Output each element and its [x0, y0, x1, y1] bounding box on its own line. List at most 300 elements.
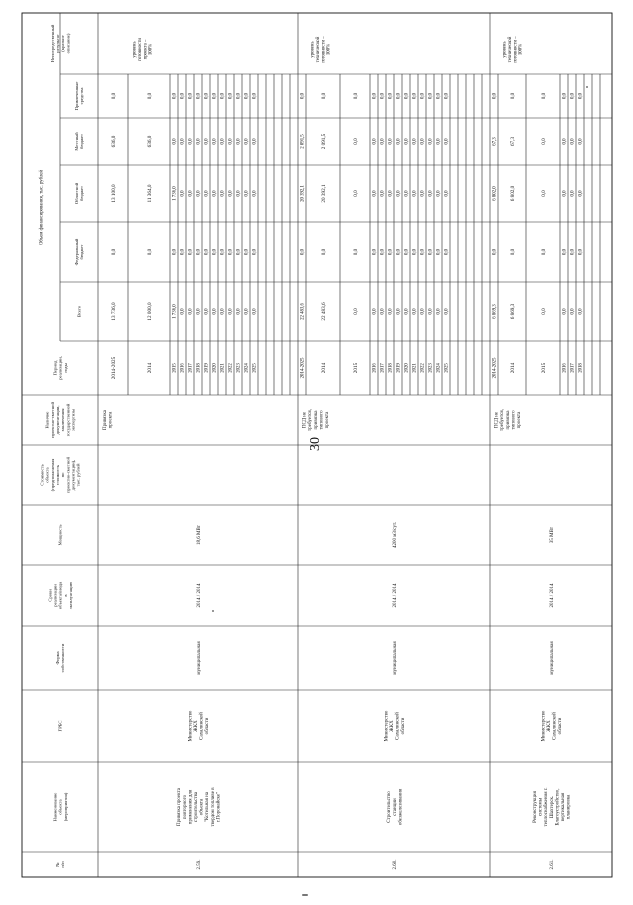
cell-2.59.-local-7 — [213, 138, 218, 145]
cell-2.59.-total-7 — [213, 308, 218, 315]
cell-2.60.-period-10-text: 2023 — [428, 363, 434, 373]
cell-2.59.-regional-11-text: 0,0 — [244, 190, 250, 197]
cell-2.60.-regional-2-text: 0,0 — [352, 190, 359, 197]
cell-2.61.-attracted-3 — [563, 92, 568, 99]
cell-2.60.-total-10-text: 0,0 — [428, 308, 434, 315]
cell-2.60.-total-12-text: 0,0 — [444, 308, 450, 315]
cell-2.59.-total-3 — [181, 308, 186, 315]
cell-2.59.-regional-4-text: 0,0 — [188, 190, 194, 197]
cell-2.61.-regional-0 — [493, 186, 498, 201]
cell-2.61.-federal-3-text: 0,0 — [562, 249, 568, 255]
cell-2.60.-regional-11 — [437, 190, 442, 197]
cell-2.59.-federal-12 — [253, 248, 258, 255]
cell-2.59.-federal-2 — [173, 248, 178, 255]
cell-2.60.-period-1-text: 2014 — [320, 362, 327, 374]
cell-2.59.-attracted-6 — [205, 92, 210, 99]
cell-2.61.-total-4 — [571, 308, 576, 315]
cell-2.61.-total-2-text: 0,0 — [540, 308, 547, 315]
header-capacity-text: Мощность — [57, 524, 63, 546]
cell-2.60.-regional-7 — [405, 190, 410, 197]
header-psd-text: Наличиепроектно-сметнойдокументации,заключениягосударственнойэкспертизы — [44, 402, 76, 438]
cell-2.59.-attracted-11-text: 0,0 — [244, 93, 250, 99]
header-terms — [47, 581, 73, 609]
cell-2.60.-period-8-text: 2021 — [412, 363, 418, 373]
cell-2.60.-attracted-6-text: 0,0 — [396, 93, 402, 99]
cell-2.60.-total-11 — [437, 308, 442, 315]
cell-2.60.-regional-7-text: 0,0 — [404, 190, 410, 197]
cell-2.59.-federal-10 — [237, 248, 242, 255]
cell-2.60.-total-3 — [373, 308, 378, 315]
cell-2.60.-period-3-text: 2016 — [372, 363, 378, 373]
cell-2.60.-federal-1 — [321, 248, 327, 255]
cell-2.59.-federal-1 — [147, 248, 153, 255]
cell-2.60.-local-7-text: 0,0 — [404, 138, 410, 145]
cell-2.60.-local-10-text: 0,0 — [428, 138, 434, 145]
cell-2.60.-local-12 — [445, 138, 450, 145]
cell-2.59.-federal-8-text: 0,0 — [220, 249, 226, 255]
cell-2.60.-period-12-text: 2025 — [444, 363, 450, 373]
cell-2.60.-federal-8 — [413, 248, 418, 255]
cell-2.61.-federal-5-text: 0,0 — [578, 249, 584, 255]
cell-2.59.-period-7 — [213, 363, 218, 373]
cell-2.61.-attracted-4 — [571, 92, 576, 99]
page-number-text: 30 — [308, 437, 323, 451]
cell-2.59.-local-9-text: 0,0 — [228, 138, 234, 145]
project-2.60.-ownership-text: муниципальная — [392, 641, 398, 675]
cell-2.59.-attracted-12-text: 0,0 — [252, 93, 258, 99]
project-2.60.-terms — [393, 583, 398, 607]
header-terms-text: Срокиреализацииобъекта/вводавэксплуатацию — [47, 581, 73, 610]
cell-2.59.-federal-5-text: 0,0 — [196, 249, 202, 255]
cell-2.59.-period-8-text: 2021 — [220, 363, 226, 373]
cell-2.59.-federal-7-text: 0,0 — [212, 249, 218, 255]
header-cost — [40, 457, 81, 493]
cell-2.60.-regional-6-text: 0,0 — [396, 190, 402, 197]
cell-2.60.-federal-12-text: 0,0 — [444, 249, 450, 255]
cell-2.61.-period-5-text: 2018 — [578, 363, 584, 373]
project-2.61.-capacity-text: 35 МВт — [549, 526, 555, 544]
cell-2.61.-federal-5 — [579, 248, 584, 255]
cell-2.60.-federal-4 — [381, 248, 386, 255]
cell-2.59.-period-9 — [229, 363, 234, 373]
cell-2.61.-period-0-text: 2014-2025 — [492, 357, 498, 379]
cell-2.59.-local-2 — [173, 138, 178, 145]
cell-2.59.-regional-3 — [181, 190, 186, 197]
cell-2.61.-federal-0-text: 0,0 — [492, 249, 498, 255]
cell-2.59.-period-11-text: 2024 — [244, 363, 250, 373]
cell-2.59.-total-11 — [245, 308, 250, 315]
cell-2.60.-regional-8-text: 0,0 — [412, 190, 418, 197]
cell-2.59.-federal-9 — [229, 248, 234, 255]
cell-2.59.-regional-12-text: 0,0 — [252, 190, 258, 197]
cell-2.61.-total-4-text: 0,0 — [570, 308, 576, 315]
cell-2.59.-federal-4 — [189, 248, 194, 255]
header-result-text: Непосредственныйрезультат(краткоеописание) — [49, 24, 71, 63]
cell-2.60.-total-12 — [445, 308, 450, 315]
header-num — [55, 861, 65, 868]
cell-2.59.-attracted-8 — [221, 92, 226, 99]
cell-2.59.-period-0 — [111, 356, 117, 379]
cell-2.60.-period-12 — [445, 363, 450, 373]
cell-2.59.-total-9-text: 0,0 — [228, 308, 234, 315]
cell-2.60.-attracted-2-text: 0,0 — [352, 92, 359, 100]
cell-2.60.-attracted-1-text: 0,0 — [320, 92, 327, 100]
cell-2.59.-total-1 — [147, 302, 153, 321]
cell-2.59.-attracted-7-text: 0,0 — [212, 93, 218, 99]
cell-2.59.-local-4 — [189, 138, 194, 145]
cell-2.60.-total-0 — [301, 303, 306, 320]
cell-2.60.-federal-0 — [301, 248, 306, 255]
project-2.60.-name — [387, 788, 403, 825]
project-2.59.-grbs — [188, 710, 210, 741]
cell-2.60.-attracted-3 — [373, 92, 378, 99]
cell-2.59.-federal-6 — [205, 248, 210, 255]
project-2.60.-capacity-text: 4200 м3/сут. — [392, 521, 398, 549]
cell-2.61.-local-5-text: 0,0 — [578, 138, 584, 145]
cell-2.60.-local-5 — [389, 138, 394, 145]
cell-2.60.-total-2-text: 0,0 — [352, 308, 359, 315]
cell-2.60.-local-3-text: 0,0 — [372, 138, 378, 145]
cell-2.60.-regional-1 — [321, 184, 327, 203]
cell-2.59.-period-3-text: 2016 — [180, 363, 186, 373]
cell-2.59.-federal-2-text: 0,0 — [172, 249, 178, 255]
cell-2.60.-total-4-text: 0,0 — [380, 308, 386, 315]
cell-2.59.-local-12-text: 0,0 — [252, 138, 258, 145]
cell-2.59.-attracted-9-text: 0,0 — [228, 93, 234, 99]
cell-2.60.-regional-8 — [413, 190, 418, 197]
project-2.61.-num — [550, 860, 555, 870]
project-2.59.-terms-text: 2014 / 2014 — [196, 583, 202, 608]
cell-2.59.-local-11-text: 0,0 — [244, 138, 250, 145]
cell-2.60.-federal-9-text: 0,0 — [420, 249, 426, 255]
cell-2.59.-local-11 — [245, 138, 250, 145]
header-total — [77, 305, 82, 317]
cell-2.59.-attracted-2 — [173, 92, 178, 99]
cell-2.59.-period-3 — [181, 363, 186, 373]
cell-2.59.-local-8 — [221, 138, 226, 145]
cell-2.60.-federal-6-text: 0,0 — [396, 249, 402, 255]
project-2.61.-grbs-text: МинистерствоЖКХСахалинскойобласти — [541, 710, 564, 742]
cell-2.60.-federal-12 — [445, 248, 450, 255]
cell-2.59.-federal-12-text: 0,0 — [252, 249, 258, 255]
cell-2.59.-total-2-text: 1 736,0 — [172, 304, 178, 319]
cell-2.60.-regional-10 — [429, 190, 434, 197]
cell-2.59.-regional-11 — [245, 190, 250, 197]
project-2.61.-terms — [550, 583, 555, 607]
cell-2.60.-period-7 — [405, 363, 410, 373]
cell-2.61.-regional-2 — [541, 190, 547, 197]
cell-2.59.-regional-0-text: 13 100,0 — [110, 184, 117, 203]
cell-2.60.-local-6-text: 0,0 — [396, 138, 402, 145]
cell-2.61.-attracted-5 — [579, 92, 584, 99]
cell-2.59.-attracted-2-text: 0,0 — [172, 93, 178, 99]
cell-2.60.-local-11-text: 0,0 — [436, 138, 442, 145]
header-grbs-text: ГРБС — [57, 720, 63, 732]
cell-2.61.-period-3-text: 2016 — [562, 363, 568, 373]
project-2.61.-result — [503, 36, 524, 63]
cell-2.59.-regional-4 — [189, 190, 194, 197]
cell-2.59.-total-0 — [111, 302, 117, 321]
cell-2.59.-attracted-10 — [237, 92, 242, 99]
cell-2.61.-local-5 — [579, 138, 584, 145]
cell-2.59.-federal-8 — [221, 248, 226, 255]
project-2.59.-result — [133, 38, 154, 61]
cell-2.59.-period-0-text: 2014-2025 — [110, 356, 117, 380]
cell-2.61.-local-2-text: 0,0 — [540, 138, 547, 145]
project-2.60.-result — [311, 36, 332, 63]
cell-2.60.-period-4 — [381, 363, 386, 373]
cell-2.59.-local-1 — [147, 135, 153, 147]
cell-2.59.-total-10-text: 0,0 — [236, 308, 242, 315]
cell-2.60.-regional-12-text: 0,0 — [444, 190, 450, 197]
project-2.61.-psd — [495, 409, 522, 431]
header-attracted-text: Привлеченныесредства — [74, 81, 85, 111]
cell-2.60.-local-4 — [381, 138, 386, 145]
header-finance-group-text: Объем финансирования, тыс. рублей — [39, 169, 45, 246]
cell-2.61.-attracted-0-text: 0,0 — [492, 93, 498, 99]
cell-2.60.-local-10 — [429, 138, 434, 145]
project-2.61.-ownership — [550, 641, 555, 675]
cell-2.59.-local-2-text: 0,0 — [172, 138, 178, 145]
cell-2.59.-federal-0-text: 0,0 — [110, 248, 117, 256]
cell-2.60.-attracted-4-text: 0,0 — [380, 93, 386, 99]
project-2.60.-num — [393, 860, 398, 870]
cell-2.60.-total-8 — [413, 308, 418, 315]
project-2.60.-num-text: 2.60. — [392, 859, 398, 870]
cell-2.60.-local-1-text: 2 091,5 — [320, 133, 327, 150]
cell-2.60.-total-2 — [353, 308, 359, 315]
cell-2.59.-attracted-5 — [197, 92, 202, 99]
cell-2.59.-local-0 — [111, 135, 117, 147]
project-2.61.-ownership-text: муниципальная — [549, 641, 555, 675]
header-name — [52, 792, 67, 821]
cell-2.61.-attracted-2-text: 0,0 — [540, 92, 547, 100]
cell-2.60.-federal-8-text: 0,0 — [412, 249, 418, 255]
project-2.61.-terms-text: 2014 / 2014 — [549, 583, 555, 608]
cell-2.61.-period-2-text: 2015 — [540, 362, 547, 374]
cell-2.59.-federal-4-text: 0,0 — [188, 249, 194, 255]
cell-2.59.-period-4-text: 2017 — [188, 363, 194, 373]
cell-2.61.-local-4 — [571, 138, 576, 145]
cell-2.59.-local-10 — [237, 138, 242, 145]
project-2.61.-psd-text: ПСД нетребуется,привязкатиповогопроекта — [494, 409, 522, 431]
cell-2.60.-regional-2 — [353, 190, 359, 197]
cell-2.59.-federal-6-text: 0,0 — [204, 249, 210, 255]
cell-2.59.-period-7-text: 2020 — [212, 363, 218, 373]
project-2.59.-result-text: уровеньготовностипроекта –100% — [132, 38, 154, 61]
cell-2.60.-total-10 — [429, 308, 434, 315]
cell-2.61.-local-3-text: 0,0 — [562, 138, 568, 145]
cell-2.60.-federal-5 — [389, 248, 394, 255]
cell-2.59.-attracted-0-text: 0,0 — [110, 92, 117, 100]
cell-2.59.-federal-1-text: 0,0 — [146, 248, 153, 256]
cell-2.61.-total-1 — [510, 303, 516, 319]
cell-2.59.-regional-2-text: 1 736,0 — [172, 186, 178, 201]
cell-2.60.-local-9 — [421, 138, 426, 145]
cell-2.60.-attracted-0-text: 0,0 — [300, 93, 306, 99]
cell-2.59.-attracted-3-text: 0,0 — [180, 93, 186, 99]
cell-2.60.-federal-11 — [437, 248, 442, 255]
cell-2.59.-attracted-6-text: 0,0 — [204, 93, 210, 99]
cell-2.60.-total-3-text: 0,0 — [372, 308, 378, 315]
cell-2.59.-period-11 — [245, 363, 250, 373]
project-2.59.-name — [177, 787, 221, 827]
cell-2.60.-local-1 — [321, 133, 327, 149]
project-2.60.-result-text: уровеньтехническойготовности –100% — [310, 36, 332, 63]
header-attracted — [74, 82, 84, 111]
cell-2.61.-regional-4 — [571, 190, 576, 197]
cell-2.61.-federal-0 — [493, 248, 498, 255]
cell-2.59.-attracted-4-text: 0,0 — [188, 93, 194, 99]
cell-2.60.-period-8 — [413, 363, 418, 373]
project-2.61.-name-text: Реконструкциясистемытеплоснабжения г.Шахтерск.Благоустройство,вертикальнаяпланировка — [532, 787, 572, 827]
project-2.60.-name-text: Строительствостанцииобезжелезивания — [387, 788, 404, 826]
cell-2.60.-period-9-text: 2022 — [420, 363, 426, 373]
header-grbs — [58, 721, 63, 732]
cell-2.60.-federal-10-text: 0,0 — [428, 249, 434, 255]
project-2.60.-grbs-text: МинистерствоЖКХСахалинскойобласти — [384, 710, 407, 742]
cell-2.59.-local-6-text: 0,0 — [204, 138, 210, 145]
cell-2.60.-federal-5-text: 0,0 — [388, 249, 394, 255]
cell-2.60.-period-0 — [301, 357, 306, 378]
cell-2.60.-regional-6 — [397, 190, 402, 197]
header-capacity — [58, 525, 63, 546]
cell-2.59.-regional-8-text: 0,0 — [220, 190, 226, 197]
cell-2.61.-attracted-0 — [493, 92, 498, 99]
cell-2.59.-period-6-text: 2019 — [204, 363, 210, 373]
cell-2.60.-attracted-11-text: 0,0 — [436, 93, 442, 99]
project-2.61.-result-text: уровеньтехническойготовности –100% — [502, 36, 524, 63]
cell-2.60.-regional-9-text: 0,0 — [420, 190, 426, 197]
cell-2.59.-local-4-text: 0,0 — [188, 138, 194, 145]
header-period-text: Периодреализации,годы — [52, 356, 68, 380]
cell-2.59.-total-12-text: 0,0 — [252, 308, 258, 315]
project-2.60.-grbs — [384, 710, 406, 741]
header-psd — [45, 402, 76, 438]
cell-2.60.-total-5 — [389, 308, 394, 315]
cell-2.59.-local-9 — [229, 138, 234, 145]
cell-2.60.-local-6 — [397, 138, 402, 145]
cell-2.60.-total-0-text: 22 483,6 — [300, 303, 306, 320]
cell-2.60.-total-5-text: 0,0 — [388, 308, 394, 315]
cell-2.60.-local-5-text: 0,0 — [388, 138, 394, 145]
cell-2.60.-attracted-7 — [405, 92, 410, 99]
cell-2.61.-attracted-2 — [541, 92, 547, 99]
cell-2.59.-total-11-text: 0,0 — [244, 308, 250, 315]
cell-2.61.-total-5-text: 0,0 — [578, 308, 584, 315]
cell-2.61.-total-5 — [579, 308, 584, 315]
cell-2.60.-local-9-text: 0,0 — [420, 138, 426, 145]
project-2.59.-terms — [197, 583, 202, 607]
cell-2.60.-federal-3 — [373, 248, 378, 255]
cell-2.61.-local-0-text: 67,3 — [492, 137, 498, 146]
cell-2.60.-federal-2 — [353, 248, 359, 255]
cell-2.60.-attracted-7-text: 0,0 — [404, 93, 410, 99]
cell-2.59.-local-12 — [253, 138, 258, 145]
cell-2.59.-regional-5-text: 0,0 — [196, 190, 202, 197]
project-2.59.-num-text: 2.59. — [196, 859, 202, 870]
header-finance-group — [40, 170, 45, 245]
cell-2.59.-total-1-text: 12 000,0 — [146, 302, 153, 321]
cell-2.60.-attracted-1 — [321, 92, 327, 99]
cell-2.61.-attracted-1 — [510, 92, 516, 99]
cell-2.59.-period-12 — [253, 363, 258, 373]
cell-2.59.-attracted-7 — [213, 92, 218, 99]
project-2.59.-capacity-text: 18,6 МВт — [196, 525, 202, 545]
cell-2.59.-total-0-text: 13 736,0 — [110, 302, 117, 321]
header-num-text: №п/п — [55, 861, 66, 868]
project-2.60.-ownership — [393, 641, 398, 675]
cell-2.61.-federal-4-text: 0,0 — [570, 249, 576, 255]
cell-2.61.-period-3 — [563, 363, 568, 373]
cell-2.61.-federal-4 — [571, 248, 576, 255]
header-local-text: Местныйбюджет — [74, 132, 85, 151]
header-cost-text: Стоимостьобъекта(предполагаемаястоимостьпопроектно-сметнойдокументации),тыс. рублей — [39, 457, 81, 493]
project-2.60.-psd-text: ПСД нетребуется,привязкатиповогопроекта — [302, 409, 330, 431]
cell-2.61.-federal-2 — [541, 248, 547, 255]
cell-2.59.-total-8-text: 0,0 — [220, 308, 226, 315]
cell-2.59.-attracted-1-text: 0,0 — [146, 92, 153, 100]
cell-2.60.-total-1 — [321, 302, 327, 321]
cell-2.61.-total-3-text: 0,0 — [562, 308, 568, 315]
cell-2.59.-regional-10-text: 0,0 — [236, 190, 242, 197]
cell-2.60.-attracted-8-text: 0,0 — [412, 93, 418, 99]
cell-2.60.-total-7-text: 0,0 — [404, 308, 410, 315]
cell-2.60.-period-3 — [373, 363, 378, 373]
cell-2.59.-period-2 — [173, 363, 178, 373]
project-2.61.-name — [533, 788, 572, 827]
cell-2.60.-total-4 — [381, 308, 386, 315]
cell-2.60.-total-1-text: 22 483,6 — [320, 302, 327, 321]
cell-2.59.-regional-3-text: 0,0 — [180, 190, 186, 197]
cell-2.60.-total-6-text: 0,0 — [396, 308, 402, 315]
cell-2.59.-attracted-10-text: 0,0 — [236, 93, 242, 99]
cell-2.61.-regional-2-text: 0,0 — [540, 190, 547, 197]
cell-2.59.-federal-7 — [213, 248, 218, 255]
header-local — [74, 132, 84, 151]
cell-2.61.-local-0 — [493, 137, 498, 146]
cell-2.60.-regional-4-text: 0,0 — [380, 190, 386, 197]
cell-2.60.-total-6 — [397, 308, 402, 315]
cell-2.59.-attracted-11 — [245, 92, 250, 99]
project-2.60.-terms-text: 2014 / 2014 — [392, 583, 398, 608]
cell-2.59.-federal-10-text: 0,0 — [236, 249, 242, 255]
cell-2.59.-period-10-text: 2023 — [236, 363, 242, 373]
cell-2.61.-federal-2-text: 0,0 — [540, 248, 547, 256]
header-federal-text: Федеральныйбюджет — [74, 238, 85, 266]
cell-2.60.-federal-2-text: 0,0 — [352, 248, 359, 256]
cell-2.59.-period-10 — [237, 363, 242, 373]
project-2.59.-grbs-text: МинистерствоЖКХСахалинскойобласти — [188, 710, 211, 742]
cell-2.60.-regional-1-text: 20 392,1 — [320, 184, 327, 203]
project-2.59.-name-text: Привязка проектаповторногоприменения длястроительстваобъекта"Котельная натвердом топливе вг.Поронайске" — [177, 787, 222, 827]
cell-2.61.-local-4-text: 0,0 — [570, 138, 576, 145]
cell-2.60.-period-10 — [429, 363, 434, 373]
cell-2.60.-period-6-text: 2019 — [396, 363, 402, 373]
cell-2.60.-period-4-text: 2017 — [380, 363, 386, 373]
cell-2.59.-federal-11 — [245, 248, 250, 255]
cell-2.59.-attracted-4 — [189, 92, 194, 99]
cell-2.60.-attracted-6 — [397, 92, 402, 99]
cell-2.59.-local-10-text: 0,0 — [236, 138, 242, 145]
cell-2.61.-federal-3 — [563, 248, 568, 255]
cell-2.60.-attracted-10 — [429, 92, 434, 99]
cell-2.59.-federal-3-text: 0,0 — [180, 249, 186, 255]
cell-2.61.-period-0 — [493, 357, 498, 378]
cell-2.60.-local-0-text: 2 091,5 — [300, 134, 306, 149]
cell-2.59.-total-12 — [253, 308, 258, 315]
cell-2.59.-regional-6-text: 0,0 — [204, 190, 210, 197]
